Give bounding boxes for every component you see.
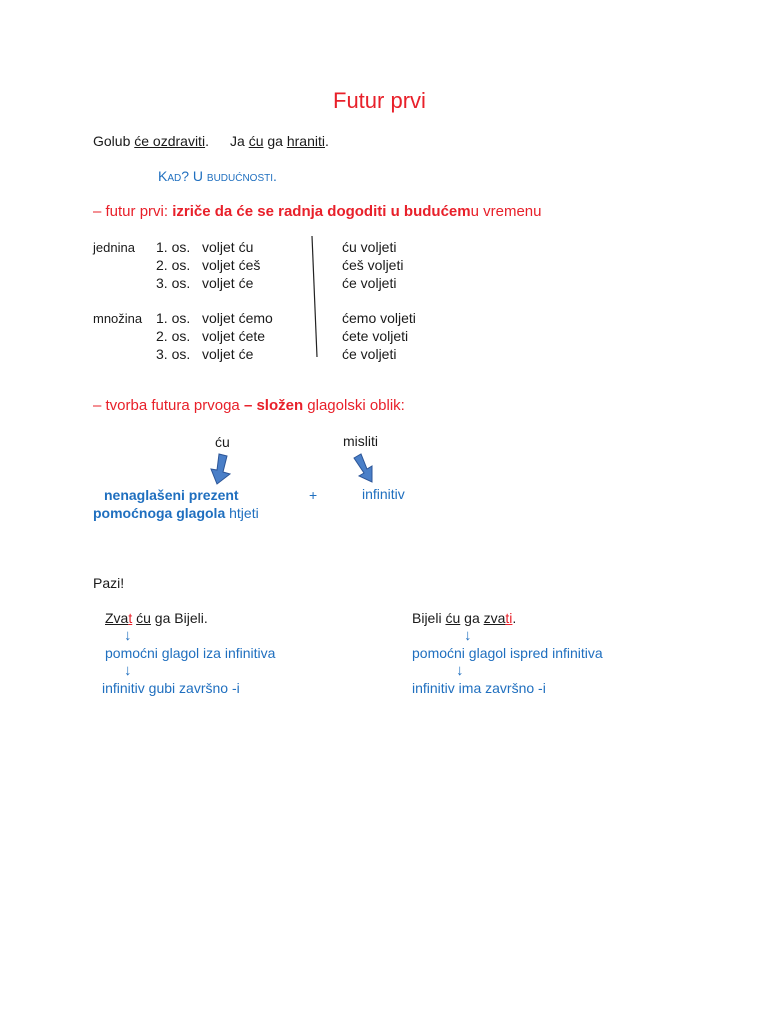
ex-text: Zva (105, 610, 129, 626)
formation-right-desc: infinitiv (362, 486, 405, 502)
formation-line (93, 397, 405, 414)
conj-person: 1. os. (156, 310, 191, 326)
formation-left-word: ću (215, 434, 230, 450)
definition-line (93, 203, 541, 220)
intro-text: Ja (230, 133, 249, 149)
arrow-down-icon (205, 452, 235, 486)
intro-text: Golub (93, 133, 135, 149)
intro-sentence-2 (230, 133, 329, 149)
page-title: Futur prvi (333, 88, 426, 113)
arrow-down-icon: ↓ (124, 627, 132, 644)
formation-left-desc-bold: pomoćnoga glagola (93, 505, 226, 521)
formation-right-word: misliti (343, 433, 378, 449)
note-left-line2: infinitiv gubi završno -i (102, 680, 240, 696)
conj-form-b: će voljeti (342, 275, 397, 291)
singular-label: jednina (93, 240, 135, 255)
conj-form-b: ćeš voljeti (342, 257, 404, 273)
conj-person: 1. os. (156, 239, 191, 255)
conj-person: 3. os. (156, 275, 191, 291)
conj-form-b: ćemo voljeti (342, 310, 416, 326)
ex-text: ga (460, 610, 484, 626)
arrow-down-icon: ↓ (464, 627, 472, 644)
ex-text: ga Bijeli. (150, 610, 208, 626)
conj-person: 3. os. (156, 346, 191, 362)
intro-text: . (324, 133, 329, 149)
note-right-example (412, 610, 516, 626)
arrow-down-icon: ↓ (456, 662, 464, 679)
formation-tail: glagolski oblik: (303, 397, 405, 414)
formation-bold: – složen (243, 397, 304, 414)
note-left-example (105, 610, 208, 626)
conj-form-a: voljet ćeš (202, 257, 261, 273)
ex-text: . (512, 610, 517, 626)
table-divider (308, 234, 322, 360)
conj-person: 2. os. (156, 328, 191, 344)
definition-lead: – futur prvi: (93, 203, 173, 220)
plural-label: množina (93, 311, 143, 326)
intro-underlined: će ozdraviti (134, 133, 206, 149)
formation-left-desc-2 (93, 505, 259, 521)
intro-sentence-1 (93, 133, 209, 149)
ex-text: Bijeli (412, 610, 446, 626)
conj-person: 2. os. (156, 257, 191, 273)
conj-form-b: ću voljeti (342, 239, 397, 255)
ex-highlight: ti (505, 610, 513, 626)
formation-left-desc-tail: htjeti (225, 505, 259, 521)
ex-highlight: t (128, 610, 133, 626)
kad-question: Kad? U budućnosti. (158, 168, 277, 184)
intro-text: ga (263, 133, 287, 149)
ex-underlined: zva (483, 610, 506, 626)
intro-underlined: ću (248, 133, 264, 149)
conj-form-a: voljet ću (202, 239, 254, 255)
conj-form-b: ćete voljeti (342, 328, 409, 344)
formation-left-desc-1: nenaglašeni prezent (104, 487, 239, 503)
conj-form-b: će voljeti (342, 346, 397, 362)
note-right-line1: pomoćni glagol ispred infinitiva (412, 645, 603, 661)
intro-text: . (205, 133, 209, 149)
formation-plus: + (309, 487, 318, 503)
arrow-down-icon: ↓ (124, 662, 132, 679)
formation-lead: – tvorba futura prvoga (93, 397, 244, 414)
definition-bold: izriče da će se radnja dogoditi u budućem (172, 203, 471, 220)
ex-underlined: ću (136, 610, 151, 626)
intro-underlined: hraniti (286, 133, 325, 149)
note-left-line1: pomoćni glagol iza infinitiva (105, 645, 276, 661)
conj-form-a: voljet ćemo (202, 310, 273, 326)
conj-form-a: voljet će (202, 346, 254, 362)
arrow-down-icon (352, 452, 382, 486)
note-heading: Pazi! (93, 575, 125, 591)
ex-underlined: ću (445, 610, 461, 626)
note-right-line2: infinitiv ima završno -i (412, 680, 546, 696)
conj-form-a: voljet će (202, 275, 254, 291)
definition-tail: u vremenu (470, 203, 542, 220)
conj-form-a: voljet ćete (202, 328, 266, 344)
